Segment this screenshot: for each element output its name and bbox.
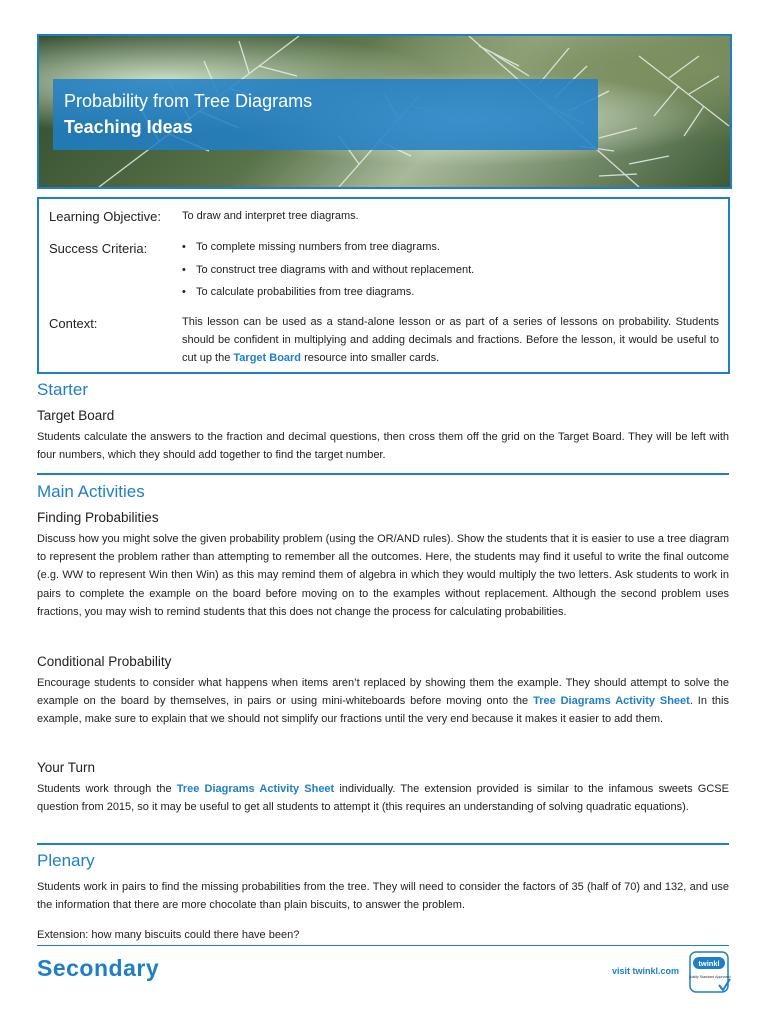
badge-caption: Quality Standard Approved: [689, 975, 731, 979]
your-turn-paragraph: [37, 780, 729, 816]
context-text: [182, 313, 719, 367]
extension-question: Extension: how many biscuits could there have been?: [37, 929, 300, 941]
secondary-logo: Secondary: [37, 955, 160, 981]
finding-probabilities-paragraph: Discuss how you might solve the given probability problem (using the OR/AND rules). Show the students that it is easier to use a tree diagram to represent the problem rather than attempting to remember all the outcomes. Here, the students may find it useful to write the final outcome (e.g. WW to represent Win then Win) as this may remind them of algebra in which they would multiply the two letters. Ask students to work in pairs to complete the example on the board before moving on to the examples without replacement. Although the second problem uses fractions, you may wish to remind students that this does not change the process for calculating probabilities.: [37, 533, 729, 618]
your-turn-text-before: Students work through the: [37, 783, 172, 795]
list-item: • To complete missing numbers from tree diagrams.: [182, 238, 474, 261]
document-subtitle: Teaching Ideas: [64, 117, 193, 137]
conditional-text-before: Encourage students to consider what happens when items aren’t replaced by showing them the example. They should attempt to solve the example on the board by themselves, in pairs or using mini-whiteboards before moving onto the: [37, 677, 729, 708]
section-divider: [37, 473, 729, 475]
title-box: [53, 79, 598, 150]
context-text-before: This lesson can be used as a stand-alone lesson or as part of a series of lessons on probability. Students should be confident in multiplying and adding decimals and fractions. Before the lesson, it would be useful to cut up the: [182, 316, 719, 364]
twinkl-badge-icon: [689, 951, 731, 993]
list-item: • To construct tree diagrams with and without replacement.: [182, 261, 474, 284]
main-activities-heading: Main Activities: [37, 482, 145, 501]
section-divider: [37, 843, 729, 845]
target-board-link[interactable]: Target Board: [233, 352, 302, 364]
success-criteria-list: [182, 238, 474, 306]
learning-objective-label: Learning Objective:: [49, 209, 162, 224]
document-title: Probability from Tree Diagrams: [64, 91, 313, 111]
conditional-text-after: . In this example, make sure to explain that we should not simplify our fractions until the very end because it makes it easier to add them.: [37, 695, 729, 726]
quality-standard-badge: [689, 951, 731, 993]
target-board-subheading: Target Board: [37, 408, 115, 423]
visit-twinkl-link[interactable]: visit twinkl.com: [612, 966, 680, 976]
header-banner: [37, 34, 732, 189]
context-label: Context:: [49, 316, 98, 331]
conditional-probability-paragraph: [37, 674, 729, 729]
your-turn-text-after: individually. The extension provided is similar to the infamous sweets GCSE question from 2015, so it may be useful to get all students to attempt it (this requires an understanding of solving quadratic equations).: [37, 783, 729, 814]
context-text-after: resource into smaller cards.: [304, 352, 440, 364]
list-item: • To calculate probabilities from tree diagrams.: [182, 283, 474, 306]
lesson-overview-box: [37, 197, 730, 374]
activity-sheet-link[interactable]: Tree Diagrams Activity Sheet: [533, 695, 690, 708]
your-turn-subheading: Your Turn: [37, 760, 96, 775]
finding-probabilities-subheading: Finding Probabilities: [37, 510, 159, 525]
footer-divider: [37, 945, 729, 946]
conditional-probability-subheading: Conditional Probability: [37, 654, 172, 669]
starter-paragraph: Students calculate the answers to the fraction and decimal questions, then cross them off the grid on the Target Board. They will be left with four numbers, which they should add together to find the target number.: [37, 431, 729, 462]
badge-name: twinkl: [698, 959, 720, 968]
plenary-paragraph: Students work in pairs to find the missing probabilities from the tree. They will need to consider the factors of 35 (half of 70) and 132, and use the information that there are more chocolate than plain biscuits, to answer the problem.: [37, 881, 729, 912]
plenary-heading: Plenary: [37, 851, 95, 870]
starter-heading: Starter: [37, 380, 89, 399]
success-criteria-label: Success Criteria:: [49, 241, 148, 256]
learning-objective-text: To draw and interpret tree diagrams.: [182, 210, 359, 222]
activity-sheet-link[interactable]: Tree Diagrams Activity Sheet: [176, 783, 335, 795]
